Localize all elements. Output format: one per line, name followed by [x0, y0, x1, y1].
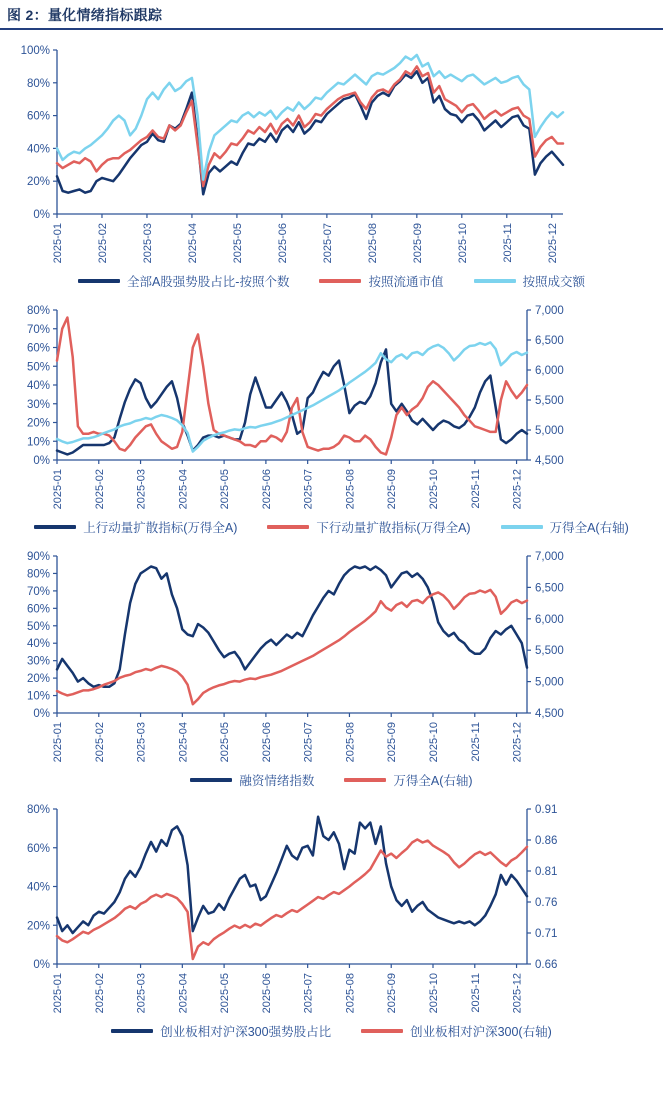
svg-text:0%: 0% [33, 455, 50, 467]
svg-text:2025-12: 2025-12 [546, 223, 559, 264]
svg-text:0.76: 0.76 [535, 897, 558, 909]
svg-text:70%: 70% [26, 585, 50, 598]
svg-text:2025-10: 2025-10 [428, 469, 440, 510]
legend-line-swatch [474, 279, 516, 283]
svg-text:50%: 50% [26, 620, 50, 633]
svg-text:40%: 40% [26, 638, 50, 651]
svg-text:80%: 80% [26, 77, 50, 90]
legend-label: 全部A股强势股占比-按照个数 [126, 275, 290, 289]
chart-4-legend [0, 1022, 663, 1040]
legend-item [267, 518, 470, 536]
svg-text:2025-07: 2025-07 [302, 973, 315, 1014]
svg-text:2025-09: 2025-09 [386, 469, 399, 510]
title-underline [0, 28, 663, 30]
svg-text:2025-08: 2025-08 [344, 973, 357, 1014]
legend-line-swatch [267, 525, 309, 529]
svg-text:20%: 20% [26, 673, 50, 686]
svg-text:2025-06: 2025-06 [260, 469, 273, 510]
legend-line-swatch [319, 279, 361, 283]
svg-text:2025-11: 2025-11 [501, 223, 514, 263]
svg-text:60%: 60% [26, 342, 50, 355]
svg-text:2025-07: 2025-07 [302, 469, 315, 510]
legend-label: 上行动量扩散指标(万得全A) [83, 521, 238, 535]
svg-text:2025-05: 2025-05 [219, 469, 232, 510]
svg-text:2025-12: 2025-12 [511, 469, 524, 510]
svg-text:80%: 80% [26, 804, 50, 816]
svg-text:60%: 60% [26, 842, 50, 855]
svg-text:40%: 40% [26, 881, 50, 894]
svg-text:2025-07: 2025-07 [302, 722, 315, 763]
legend-label: 按照流通市值 [368, 275, 444, 289]
svg-text:2025-02: 2025-02 [93, 722, 106, 763]
svg-text:20%: 20% [26, 920, 50, 933]
svg-text:2025-06: 2025-06 [276, 223, 289, 264]
svg-text:2025-02: 2025-02 [93, 973, 106, 1014]
svg-text:60%: 60% [26, 110, 50, 123]
svg-text:2025-03: 2025-03 [135, 973, 148, 1014]
svg-text:2025-03: 2025-03 [135, 469, 148, 510]
svg-text:2025-03: 2025-03 [141, 223, 154, 264]
svg-text:5,500: 5,500 [535, 645, 564, 658]
svg-text:0.86: 0.86 [535, 835, 558, 847]
svg-text:2025-09: 2025-09 [411, 223, 424, 264]
legend-line-swatch [78, 279, 120, 283]
legend-item [111, 1022, 331, 1040]
svg-text:7,000: 7,000 [535, 305, 564, 317]
chart-3-legend [0, 771, 663, 789]
svg-text:4,500: 4,500 [535, 455, 564, 467]
svg-text:0%: 0% [33, 959, 50, 971]
svg-text:2025-10: 2025-10 [428, 722, 440, 763]
svg-text:40%: 40% [26, 143, 50, 156]
svg-text:2025-10: 2025-10 [456, 223, 469, 264]
svg-text:2025-05: 2025-05 [219, 722, 232, 763]
svg-text:2025-07: 2025-07 [321, 223, 334, 264]
svg-text:2025-03: 2025-03 [135, 722, 148, 763]
svg-text:0.81: 0.81 [535, 866, 558, 878]
svg-text:6,500: 6,500 [535, 335, 564, 347]
svg-text:4,500: 4,500 [535, 708, 564, 720]
svg-text:0.66: 0.66 [535, 959, 558, 971]
chart-3-section [0, 546, 663, 789]
svg-text:0%: 0% [33, 708, 50, 720]
svg-text:2025-02: 2025-02 [93, 469, 106, 510]
svg-text:5,000: 5,000 [535, 676, 564, 689]
legend-item [474, 272, 586, 290]
svg-text:2025-01: 2025-01 [52, 223, 64, 264]
svg-text:2025-08: 2025-08 [344, 469, 357, 510]
legend-item [344, 771, 472, 789]
svg-text:2025-08: 2025-08 [344, 722, 357, 763]
legend-label: 融资情绪指数 [239, 774, 315, 788]
legend-item [34, 518, 237, 536]
svg-text:2025-04: 2025-04 [177, 469, 190, 510]
chart-2-legend [0, 518, 663, 536]
legend-item [501, 518, 629, 536]
svg-text:2025-09: 2025-09 [386, 973, 399, 1014]
chart-4-section [0, 799, 663, 1040]
svg-text:10%: 10% [26, 436, 50, 449]
svg-text:80%: 80% [26, 568, 50, 581]
svg-text:80%: 80% [26, 305, 50, 317]
svg-text:2025-11: 2025-11 [469, 973, 482, 1013]
svg-text:5,500: 5,500 [535, 395, 564, 407]
svg-text:40%: 40% [26, 380, 50, 392]
svg-text:6,500: 6,500 [535, 582, 564, 595]
svg-text:2025-04: 2025-04 [186, 223, 199, 264]
legend-item [319, 272, 443, 290]
svg-text:2025-02: 2025-02 [96, 223, 109, 264]
chart-2-plot [0, 300, 663, 516]
chart-4-plot [0, 799, 663, 1020]
chart-2-section [0, 300, 663, 536]
svg-text:2025-01: 2025-01 [52, 469, 64, 510]
legend-label: 万得全A(右轴) [393, 774, 473, 788]
svg-text:2025-01: 2025-01 [52, 722, 64, 763]
svg-text:2025-09: 2025-09 [386, 722, 399, 763]
svg-text:100%: 100% [20, 45, 50, 57]
svg-text:0%: 0% [33, 209, 50, 221]
svg-text:2025-01: 2025-01 [52, 973, 64, 1014]
svg-text:10%: 10% [26, 690, 50, 703]
svg-text:2025-06: 2025-06 [260, 722, 273, 763]
svg-text:50%: 50% [26, 361, 50, 374]
svg-text:2025-10: 2025-10 [428, 973, 440, 1014]
svg-text:2025-04: 2025-04 [177, 973, 190, 1014]
chart-1-section [0, 40, 663, 290]
legend-item [78, 272, 290, 290]
legend-line-swatch [190, 778, 232, 782]
svg-text:20%: 20% [26, 176, 50, 189]
chart-3-plot [0, 546, 663, 769]
svg-text:6,000: 6,000 [535, 365, 564, 377]
legend-line-swatch [344, 778, 386, 782]
legend-label: 创业板相对沪深300强势股占比 [160, 1025, 332, 1039]
svg-text:20%: 20% [26, 417, 50, 430]
svg-text:2025-05: 2025-05 [219, 973, 232, 1014]
svg-text:7,000: 7,000 [535, 551, 564, 563]
legend-line-swatch [501, 525, 543, 529]
svg-text:2025-05: 2025-05 [231, 223, 244, 264]
svg-text:2025-11: 2025-11 [469, 469, 482, 509]
legend-label: 下行动量扩散指标(万得全A) [316, 521, 471, 535]
svg-text:2025-04: 2025-04 [177, 722, 190, 763]
svg-text:0.71: 0.71 [535, 928, 558, 940]
legend-item [190, 771, 314, 789]
svg-text:30%: 30% [26, 398, 50, 411]
chart-1-legend [0, 272, 663, 290]
svg-text:2025-06: 2025-06 [260, 973, 273, 1014]
svg-text:2025-12: 2025-12 [511, 973, 524, 1014]
svg-text:0.91: 0.91 [535, 804, 558, 816]
svg-text:6,000: 6,000 [535, 613, 564, 626]
legend-item [361, 1022, 552, 1040]
svg-text:70%: 70% [26, 323, 50, 336]
chart-1-plot [0, 40, 663, 270]
svg-text:90%: 90% [26, 551, 50, 563]
legend-label: 按照成交额 [522, 275, 586, 289]
svg-text:60%: 60% [26, 603, 50, 616]
legend-label: 万得全A(右轴) [549, 521, 629, 535]
svg-text:2025-08: 2025-08 [366, 223, 379, 264]
legend-line-swatch [111, 1029, 153, 1033]
svg-text:30%: 30% [26, 655, 50, 668]
legend-label: 创业板相对沪深300(右轴) [410, 1025, 552, 1039]
svg-text:5,000: 5,000 [535, 425, 564, 437]
svg-text:2025-12: 2025-12 [511, 722, 524, 763]
svg-text:2025-11: 2025-11 [469, 722, 482, 762]
figure-title: 图 2：量化情绪指标跟踪 [7, 7, 163, 23]
legend-line-swatch [34, 525, 76, 529]
legend-line-swatch [361, 1029, 403, 1033]
